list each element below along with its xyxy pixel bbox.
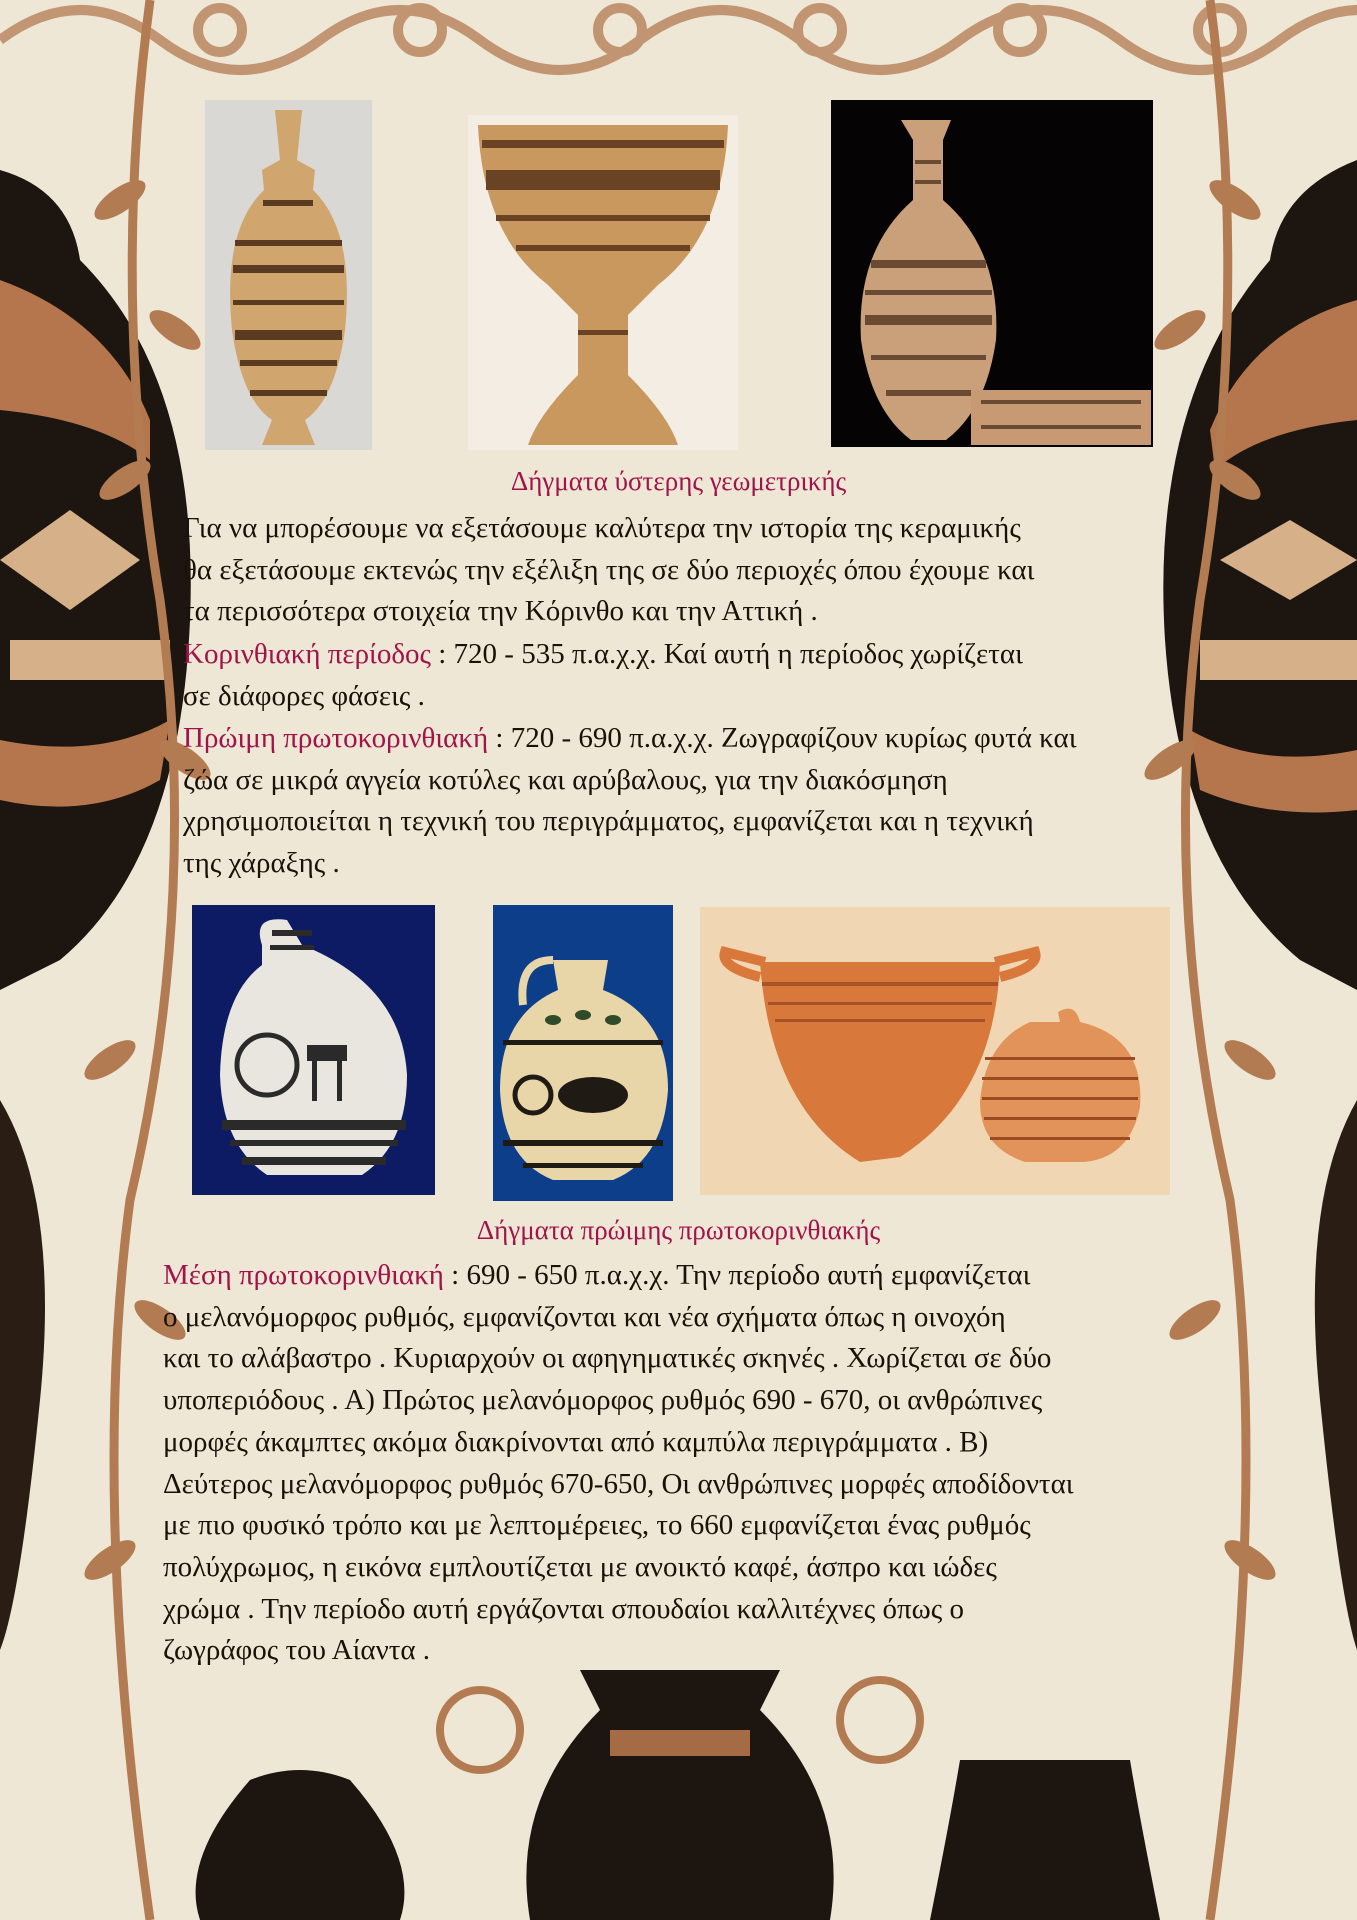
middle-protocorinthian-heading: Μέση πρωτοκορινθιακή	[163, 1259, 444, 1291]
text-line: και το αλάβαστρο . Κυριαρχούν οι αφηγηματικές σκηνές . Χωρίζεται σε δύο	[163, 1342, 1052, 1375]
text-line: : 690 - 650 π.α.χ.χ. Την περίοδο αυτή εμφανίζεται	[443, 1259, 1031, 1291]
text-line: υποπεριόδους . Α) Πρώτος μελανόμορφος ρυθμός 690 - 670, οι ανθρώπινες	[163, 1384, 1043, 1417]
early-protocorinthian-paragraph	[183, 718, 1077, 885]
text-line: Δεύτερος μελανόμορφος ρυθμός 670-650, Οι ανθρώπινες μορφές αποδίδονται	[163, 1467, 1074, 1500]
kotyle-and-aryballos-photo	[700, 907, 1170, 1195]
protocorinthian-oinochoe-photo	[192, 905, 435, 1195]
text-line: χρησιμοποιείται η τεχνική του περιγράμματος, εμφανίζεται και η τεχνική	[183, 805, 1034, 838]
text-line: σε διάφορες φάσεις .	[183, 679, 425, 712]
early-protocorinthian-heading: Πρώιμη πρωτοκορινθιακή	[183, 722, 489, 754]
text-line: θα εξετάσουμε εκτενώς την εξέλιξη της σε δύο περιοχές όπου έχουμε και	[183, 553, 1035, 586]
text-line: : 720 - 535 π.α.χ.χ. Καί αυτή η περίοδος χωρίζεται	[431, 638, 1023, 670]
middle-protocorinthian-paragraph	[163, 1255, 1074, 1672]
caption-late-geometric: Δήγματα ύστερης γεωμετρικής	[510, 466, 847, 496]
caption-early-protocorinthian: Δήγματα πρώιμης πρωτοκορινθιακής	[476, 1215, 881, 1245]
geometric-amphora-photo	[831, 100, 1153, 447]
text-line: χρώμα . Την περίοδο αυτή εργάζονται σπουδαίοι καλλιτέχνες όπως ο	[163, 1592, 964, 1625]
text-line: μορφές άκαμπτες ακόμα διακρίνονται από καμπύλα περιγράμματα . Β)	[163, 1425, 989, 1458]
text-line: με πιο φυσικό τρόπο και με λεπτομέρειες, το 660 εμφανίζεται ένας ρυθμός	[163, 1509, 1031, 1542]
geometric-krater-photo	[468, 115, 738, 450]
text-line: ζώα σε μικρά αγγεία κοτύλες και αρύβαλους, για την διακόσμηση	[183, 763, 948, 796]
text-line: ζωγράφος του Αίαντα .	[163, 1634, 431, 1667]
protocorinthian-aryballos-photo	[493, 905, 673, 1201]
corinthian-period-paragraph	[183, 634, 1023, 717]
text-line: της χάραξης .	[183, 847, 340, 880]
text-line: : 720 - 690 π.α.χ.χ. Ζωγραφίζουν κυρίως φυτά και	[488, 722, 1077, 754]
text-line: ο μελανόμορφος ρυθμός, εμφανίζονται και νέα σχήματα όπως η οινοχόη	[163, 1300, 1006, 1333]
text-line: τα περισσότερα στοιχεία την Κόρινθο και την Αττική .	[183, 595, 818, 628]
intro-paragraph	[183, 508, 1034, 633]
geometric-pyxis-photo	[205, 100, 372, 450]
text-line: πολύχρωμος, η εικόνα εμπλουτίζεται με ανοικτό καφέ, άσπρο και ιώδες	[163, 1550, 997, 1583]
corinthian-period-heading: Κορινθιακή περίοδος	[183, 638, 431, 670]
text-line: Για να μπορέσουμε να εξετάσουμε καλύτερα την ιστορία της κεραμικής	[183, 512, 1021, 544]
